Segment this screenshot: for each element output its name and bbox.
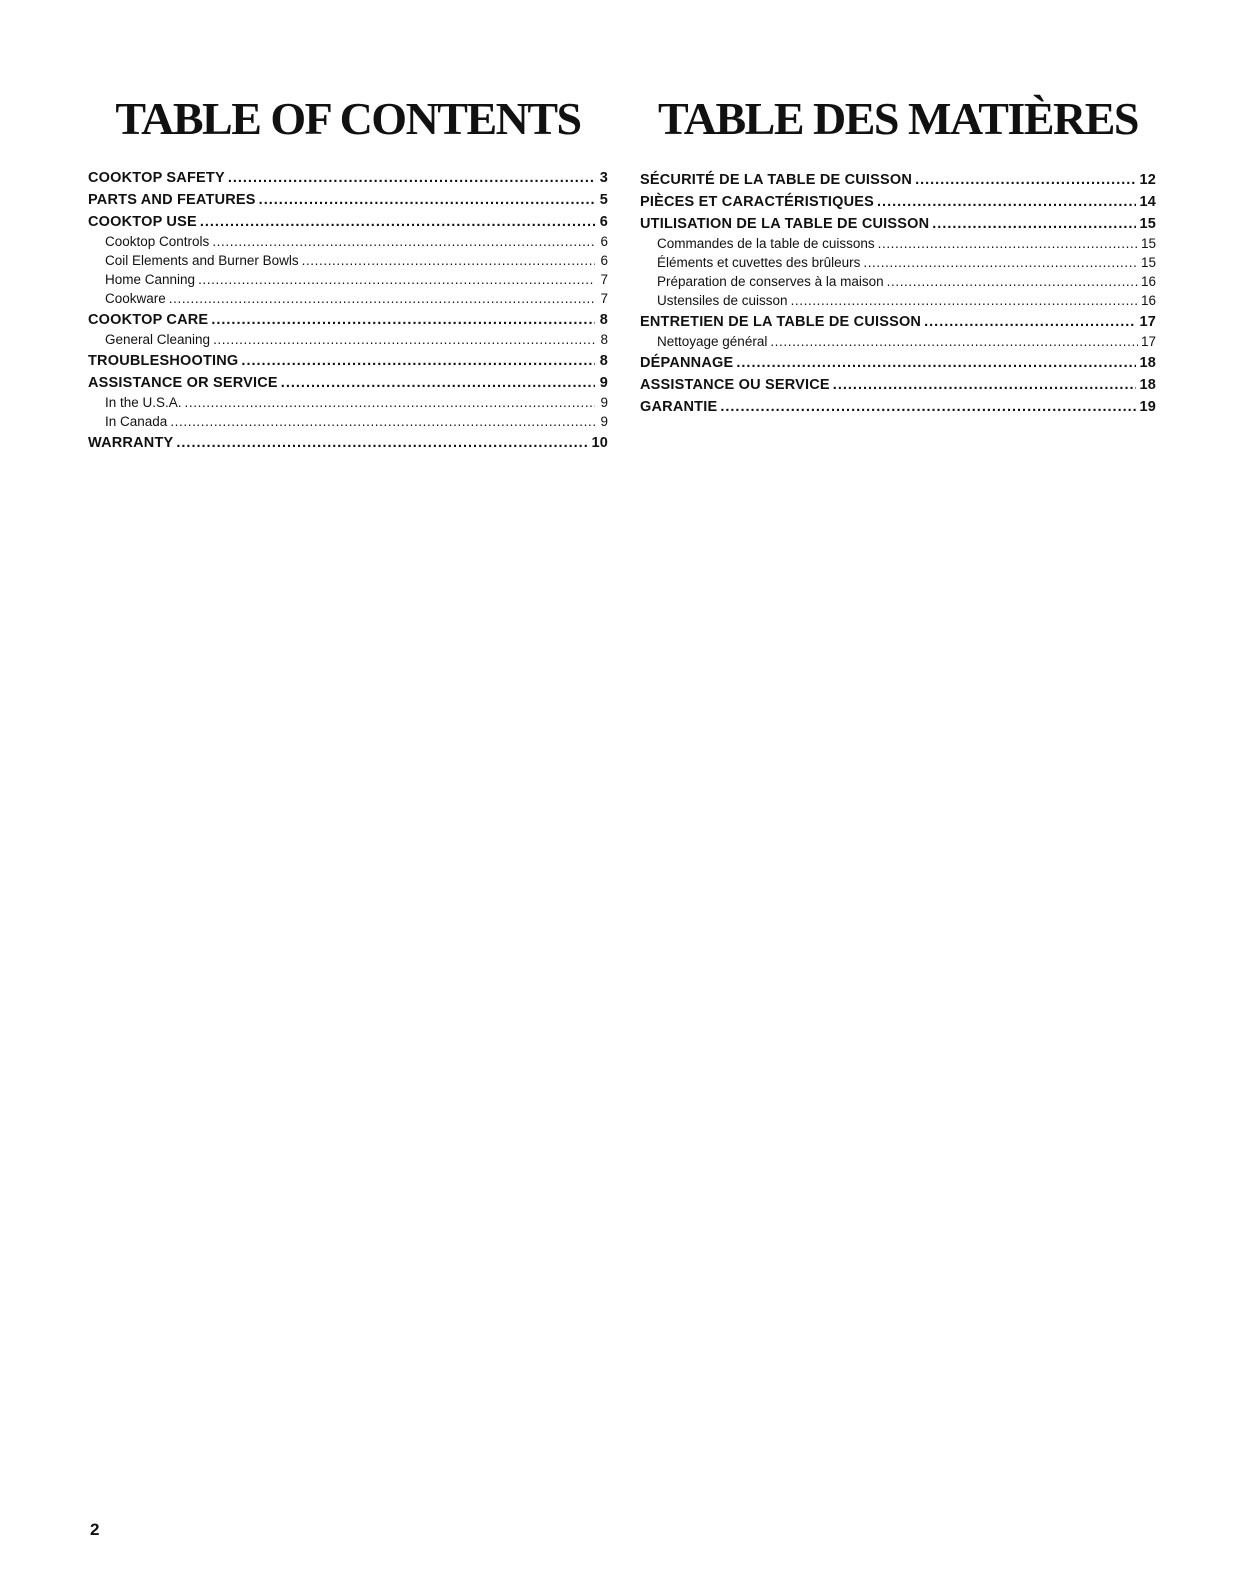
toc-entry-label: COOKTOP SAFETY xyxy=(88,170,225,186)
toc-subentry-ustensiles[interactable] xyxy=(640,291,1156,310)
toc-subentry-cookware[interactable] xyxy=(88,289,608,308)
toc-entry-warranty[interactable] xyxy=(88,433,608,453)
dot-leader xyxy=(770,332,1138,351)
page-number: 2 xyxy=(90,1520,100,1539)
toc-entry-label: Éléments et cuvettes des brûleurs xyxy=(657,255,861,270)
toc-entry-page: 6 xyxy=(599,214,608,230)
toc-entry-assistance-or-service[interactable] xyxy=(88,373,608,393)
toc-english-title: TABLE OF CONTENTS xyxy=(115,93,581,144)
toc-entry-troubleshooting[interactable] xyxy=(88,351,608,371)
toc-entry-page: 16 xyxy=(1140,274,1156,289)
toc-subentry-commandes[interactable] xyxy=(640,234,1156,253)
toc-entry-label: Home Canning xyxy=(105,272,196,287)
toc-subentry-preparation[interactable] xyxy=(640,272,1156,291)
toc-subentry-general-cleaning[interactable] xyxy=(88,330,608,349)
toc-entry-page: 18 xyxy=(1139,377,1156,393)
toc-entry-label: ENTRETIEN DE LA TABLE DE CUISSON xyxy=(640,314,922,330)
toc-entry-depannage[interactable] xyxy=(640,353,1156,373)
toc-entry-page: 5 xyxy=(599,192,608,208)
toc-entry-label: ASSISTANCE OR SERVICE xyxy=(88,375,278,391)
toc-entry-page: 8 xyxy=(599,353,608,369)
toc-entry-label: In Canada xyxy=(105,414,168,429)
toc-entry-garantie[interactable] xyxy=(640,397,1156,417)
dot-leader xyxy=(281,373,595,393)
toc-english-column xyxy=(88,93,608,453)
toc-entry-label: ASSISTANCE OU SERVICE xyxy=(640,377,830,393)
toc-entry-label: Coil Elements and Burner Bowls xyxy=(105,253,299,268)
toc-subentry-elements[interactable] xyxy=(640,253,1156,272)
toc-subentry-cooktop-controls[interactable] xyxy=(88,232,608,251)
dot-leader xyxy=(259,190,595,210)
toc-entry-label: In the U.S.A. xyxy=(105,395,182,410)
dot-leader xyxy=(212,232,595,251)
toc-entry-page: 6 xyxy=(600,234,608,249)
dot-leader xyxy=(185,393,595,412)
dot-leader xyxy=(863,253,1138,272)
toc-entry-label: COOKTOP CARE xyxy=(88,312,209,328)
dot-leader xyxy=(170,412,595,431)
toc-entry-page: 18 xyxy=(1139,355,1156,371)
toc-entry-page: 8 xyxy=(599,312,608,328)
toc-entry-page: 3 xyxy=(599,170,608,186)
toc-entry-label: WARRANTY xyxy=(88,435,174,451)
toc-entry-label: PARTS AND FEATURES xyxy=(88,192,256,208)
toc-entry-page: 8 xyxy=(600,332,608,347)
toc-entry-label: Commandes de la table de cuissons xyxy=(657,236,875,251)
toc-subentry-coil-elements[interactable] xyxy=(88,251,608,270)
dot-leader xyxy=(169,289,595,308)
dot-leader xyxy=(878,234,1138,253)
toc-entry-page: 16 xyxy=(1140,293,1156,308)
dot-leader xyxy=(176,433,588,453)
toc-entry-label: COOKTOP USE xyxy=(88,214,197,230)
toc-entry-page: 17 xyxy=(1139,314,1156,330)
dot-leader xyxy=(228,168,595,188)
dot-leader xyxy=(915,170,1136,190)
dot-leader xyxy=(302,251,595,270)
toc-entry-label: SÉCURITÉ DE LA TABLE DE CUISSON xyxy=(640,172,913,188)
toc-french-list xyxy=(640,170,1156,417)
toc-entry-label: Préparation de conserves à la maison xyxy=(657,274,884,289)
toc-subentry-in-the-usa[interactable] xyxy=(88,393,608,412)
toc-entry-parts-and-features[interactable] xyxy=(88,190,608,210)
toc-entry-label: PIÈCES ET CARACTÉRISTIQUES xyxy=(640,194,875,210)
toc-subentry-nettoyage[interactable] xyxy=(640,332,1156,351)
toc-entry-entretien[interactable] xyxy=(640,312,1156,332)
dot-leader xyxy=(791,291,1138,310)
dot-leader xyxy=(211,310,595,330)
toc-entry-page: 7 xyxy=(600,272,608,287)
dot-leader xyxy=(877,192,1136,212)
toc-subentry-home-canning[interactable] xyxy=(88,270,608,289)
toc-entry-utilisation[interactable] xyxy=(640,214,1156,234)
dot-leader xyxy=(924,312,1136,332)
toc-entry-label: TROUBLESHOOTING xyxy=(88,353,239,369)
toc-entry-cooktop-use[interactable] xyxy=(88,212,608,232)
dot-leader xyxy=(887,272,1138,291)
toc-french-column xyxy=(640,93,1156,417)
toc-entry-cooktop-care[interactable] xyxy=(88,310,608,330)
toc-entry-label: Ustensiles de cuisson xyxy=(657,293,788,308)
toc-subentry-in-canada[interactable] xyxy=(88,412,608,431)
toc-entry-page: 9 xyxy=(600,414,608,429)
toc-entry-page: 12 xyxy=(1139,172,1156,188)
toc-entry-page: 15 xyxy=(1139,216,1156,232)
toc-entry-page: 15 xyxy=(1140,236,1156,251)
dot-leader xyxy=(736,353,1136,373)
toc-entry-page: 6 xyxy=(600,253,608,268)
toc-entry-page: 19 xyxy=(1139,399,1156,415)
toc-entry-page: 15 xyxy=(1140,255,1156,270)
dot-leader xyxy=(200,212,595,232)
toc-entry-page: 9 xyxy=(600,395,608,410)
toc-entry-label: Cookware xyxy=(105,291,166,306)
toc-french-title: TABLE DES MATIÈRES xyxy=(658,93,1138,144)
toc-entry-securite[interactable] xyxy=(640,170,1156,190)
toc-entry-page: 9 xyxy=(599,375,608,391)
dot-leader xyxy=(213,330,595,349)
toc-entry-label: General Cleaning xyxy=(105,332,211,347)
toc-entry-page: 17 xyxy=(1140,334,1156,349)
toc-entry-page: 14 xyxy=(1139,194,1156,210)
dot-leader xyxy=(198,270,595,289)
dot-leader xyxy=(720,397,1136,417)
toc-entry-page: 10 xyxy=(591,435,608,451)
dot-leader xyxy=(932,214,1136,234)
toc-entry-pieces[interactable] xyxy=(640,192,1156,212)
toc-entry-label: GARANTIE xyxy=(640,399,718,415)
toc-entry-cooktop-safety[interactable] xyxy=(88,168,608,188)
toc-entry-label: Nettoyage général xyxy=(657,334,768,349)
dot-leader xyxy=(833,375,1137,395)
toc-entry-label: UTILISATION DE LA TABLE DE CUISSON xyxy=(640,216,930,232)
toc-entry-label: Cooktop Controls xyxy=(105,234,210,249)
toc-entry-page: 7 xyxy=(600,291,608,306)
toc-english-list xyxy=(88,168,608,453)
dot-leader xyxy=(241,351,595,371)
toc-entry-label: DÉPANNAGE xyxy=(640,355,734,371)
toc-entry-assistance-ou-service[interactable] xyxy=(640,375,1156,395)
